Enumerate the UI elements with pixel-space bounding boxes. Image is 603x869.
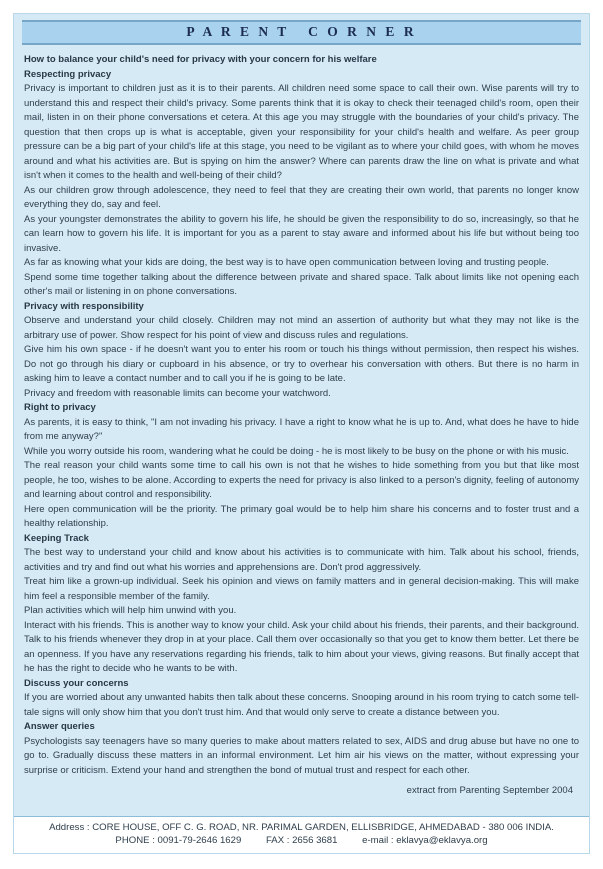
paragraph: As your youngster demonstrates the ability to govern his life, he should be given the responsibility to do so, increasingly, so that he can learn how to govern his life. It is important for you as a parent to stay aware and informed about his life but without being too invasive. [24, 213, 579, 254]
section-heading-discuss-your-concerns: Discuss your concerns [24, 677, 129, 689]
footer-fax: FAX : 2656 3681 [265, 834, 338, 846]
section-heading-right-to-privacy: Right to privacy [24, 402, 96, 413]
footer-phone: PHONE : 0091-79-2646 1629 [115, 834, 242, 846]
paragraph: As our children grow through adolescence, they need to feel that they are creating their own world, that parents no longer know everything they do, say and feel. [24, 184, 579, 210]
footer-email: e-mail : eklavya@eklavya.org [362, 834, 488, 846]
section-heading-answer-queries: Answer queries [24, 721, 95, 732]
article-title: How to balance your child's need for privacy with your concern for his welfare [24, 54, 377, 65]
parent-corner-panel [13, 13, 590, 854]
paragraph: Psychologists say teenagers have so many queries to make about matters related to sex, AIDS and drug abuse but have no one to go to. Gradually discuss these matters in an informal environment. Let him air his views on the matter, without expressing your surprise or criticism. Extend your hand and strengthen the bond of mutual trust and respect for each other. [24, 735, 579, 776]
source-credit: extract from Parenting September 2004 [406, 785, 573, 796]
parent-corner-banner: P A R E N T C O R N E R [22, 20, 581, 45]
footer-contact-line [14, 835, 589, 848]
footer [14, 816, 589, 853]
paragraph: As far as knowing what your kids are doing, the best way is to have open communication between loving and trusting people. [24, 257, 549, 268]
paragraph: Here open communication will be the priority. The primary goal would be to help him share his concerns and to foster trust and a healthy relationship. [24, 503, 579, 529]
paragraph: If you are worried about any unwanted habits then talk about these concerns. Snooping around in his room trying to catch some tell-tale signs will only show him that you don't trust him. And that would only serve to create a distance between you. [24, 692, 579, 718]
paragraph: Privacy and freedom with reasonable limits can become your watchword. [24, 387, 331, 399]
footer-address: Address : CORE HOUSE, OFF C. G. ROAD, NR. PARIMAL GARDEN, ELLISBRIDGE, AHMEDABAD - 380 006 INDIA. [49, 822, 554, 833]
section-heading-respecting-privacy: Respecting privacy [24, 68, 112, 80]
paragraph: Spend some time together talking about the difference between private and shared space. Talk about limits like not opening each other's mail or listening in on phone conversations. [24, 271, 579, 297]
paragraph: Privacy is important to children just as it is to their parents. All children need some space to call their own. Wise parents will try to understand this and respect their child's privacy. Some parents think that it is okay to check their teenaged child's room, open their mail, listen in on their phone conversations et cetera. At this age you may struggle with the boundaries of your child's privacy. The question that then crops up is what is acceptable, given your responsibility for your child's health and welfare. As peer group pressure can be a big part of your child's life at this stage, you need to be vigilant as to where your child goes, with whom he moves around and what his activities are. But is spying on him the answer? Where can parents draw the line on what is private and what isn't when it comes to the health and well-being of their child? [24, 83, 579, 181]
paragraph: As parents, it is easy to think, "I am not invading his privacy. I have a right to know what he is up to. And, what does he have to hide from me anyway?" [24, 416, 579, 442]
section-heading-privacy-with-responsibility: Privacy with responsibility [24, 300, 144, 312]
paragraph: Plan activities which will help him unwind with you. [24, 605, 237, 616]
paragraph: Give him his own space - if he doesn't want you to enter his room or touch his things without permission, then respect his wishes. Do not go through his diary or cupboard in his absence, or try to overhear his conversation with others. But there is no harm in asking him to leave a contact number and to call you if he is going to be late. [24, 344, 579, 384]
paragraph: The real reason your child wants some time to call his own is not that he wishes to hide something from you but that like most people, he too, wishes to be alone. According to experts the need for privacy is also linked to a person's dignity, feeling of autonomy and learning about control and responsibility. [24, 460, 579, 500]
section-heading-keeping-track: Keeping Track [24, 532, 89, 544]
paragraph: Treat him like a grown-up individual. Seek his opinion and views on family matters and in general decision-making. This will make him feel a responsible member of the family. [24, 576, 579, 602]
article-area [14, 14, 589, 816]
paragraph: Interact with his friends. This is another way to know your child. Ask your child about his friends, their parents, and their background. Talk to his friends whenever they drop in at your place. Call them over occasionally so that you get to know them better. Let there be an openness. If you have any reservations regarding his friends, talk to him about your views, giving reasons. But finally accept that he has the right to decide who he wants to be with. [24, 619, 579, 674]
article-text [22, 53, 581, 799]
paragraph: While you worry outside his room, wandering what he could be doing - he is most likely to be busy on the phone or with his music. [24, 445, 569, 457]
paragraph: Observe and understand your child closely. Children may not mind an assertion of authority but what they may not like is the arbitrary use of power. Show respect for his point of view and discuss rules and regulations. [24, 315, 579, 341]
paragraph: The best way to understand your child and know about his activities is to communicate with him. Talk about his school, friends, activities and try and find out what his worries and apprehensions are. Don't prod aggressively. [24, 547, 579, 573]
